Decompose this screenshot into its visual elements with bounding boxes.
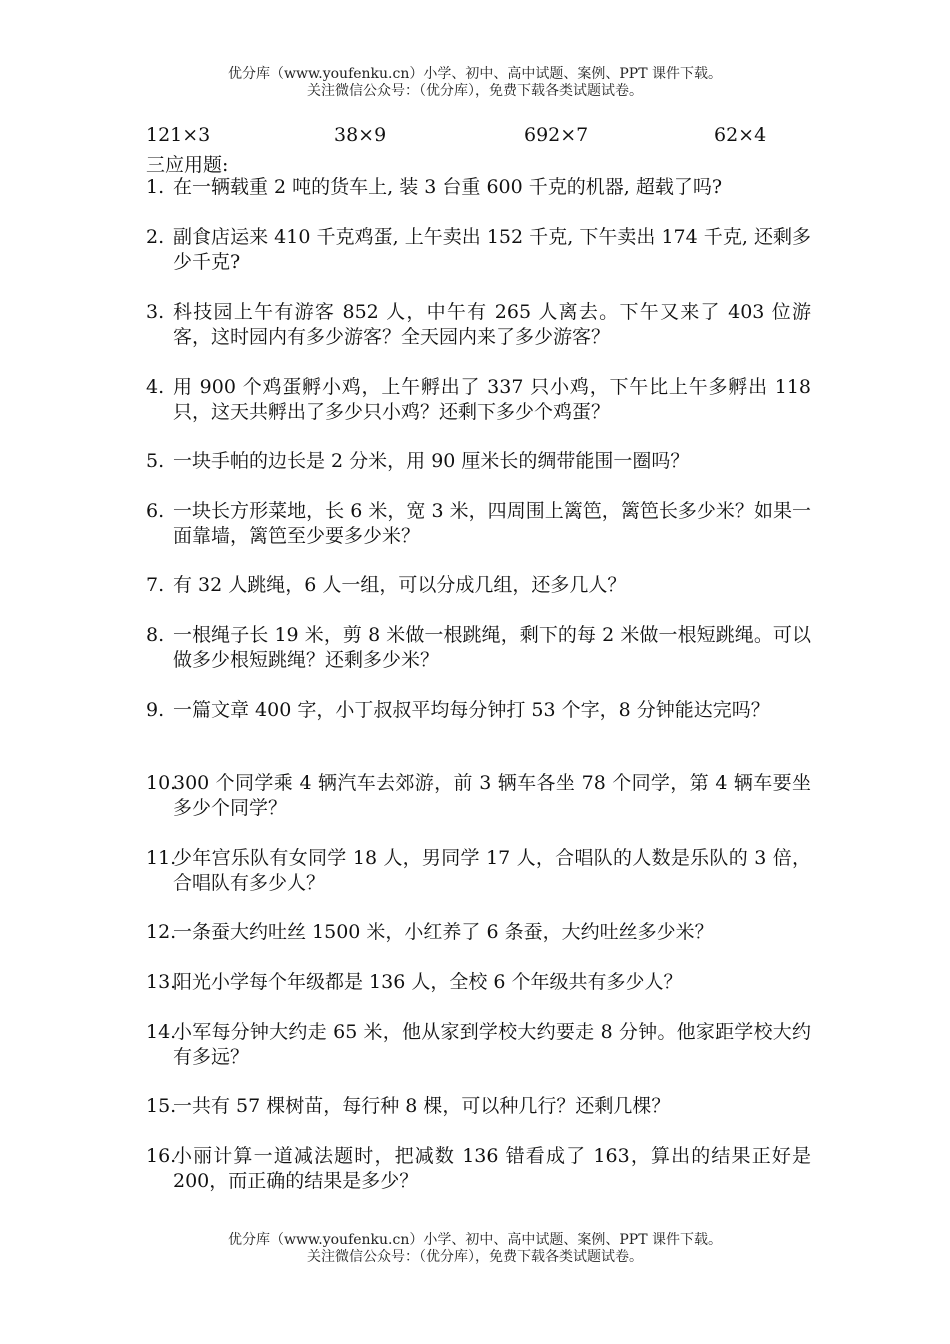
section-title: 三应用题: xyxy=(146,154,229,176)
problem-number: 14. xyxy=(146,1021,177,1043)
calculation-item: 121×3 xyxy=(146,124,211,146)
problem-text: 副食店运来 410 千克鸡蛋, 上午卖出 152 千克, 下午卖出 174 千克, 还剩多少千克? xyxy=(173,226,811,273)
problem-number: 11. xyxy=(146,847,177,869)
problem-number: 10. xyxy=(146,772,177,794)
problem-text: 一条蚕大约吐丝 1500 米，小红养了 6 条蚕，大约吐丝多少米？ xyxy=(173,921,714,943)
calculation-item: 62×4 xyxy=(714,124,767,146)
problem-item xyxy=(146,300,811,350)
problem-text: 有 32 人跳绳，6 人一组，可以分成几组，还多几人？ xyxy=(173,574,627,596)
problem-text: 一块手帕的边长是 2 分米，用 90 厘米长的绸带能围一圈吗？ xyxy=(173,450,690,472)
problem-number: 9. xyxy=(146,699,165,721)
problem-text: 用 900 个鸡蛋孵小鸡，上午孵出了 337 只小鸡，下午比上午多孵出 118 只，这天共孵出了多少只小鸡？还剩下多少个鸡蛋？ xyxy=(173,376,811,423)
problem-number: 16. xyxy=(146,1145,177,1167)
problem-number: 1. xyxy=(146,176,165,198)
page-header xyxy=(0,66,950,100)
problem-item xyxy=(146,499,811,549)
problem-item xyxy=(146,1094,811,1119)
problem-item xyxy=(146,970,811,995)
problem-item xyxy=(146,623,811,673)
header-line-2: 关注微信公众号：（优分库），免费下载各类试题试卷。 xyxy=(307,83,643,99)
problem-number: 12. xyxy=(146,921,177,943)
problem-text: 一块长方形菜地，长 6 米，宽 3 米，四周围上篱笆，篱笆长多少米？如果一面靠墙，篱笆至少要多少米？ xyxy=(173,500,811,547)
problem-text: 少年宫乐队有女同学 18 人，男同学 17 人，合唱队的人数是乐队的 3 倍，合唱队有多少人？ xyxy=(173,847,811,894)
problem-text: 一篇文章 400 字，小丁叔叔平均每分钟打 53 个字，8 分钟能达完吗？ xyxy=(173,699,770,721)
header-line-1: 优分库（www.youfenku.cn）小学、初中、高中试题、案例、PPT 课件下载。 xyxy=(227,66,722,82)
problem-number: 5. xyxy=(146,450,165,472)
problem-text: 小丽计算一道减法题时，把减数 136 错看成了 163，算出的结果正好是 200，而正确的结果是多少？ xyxy=(173,1145,811,1192)
problem-text: 科技园上午有游客 852 人，中午有 265 人离去。下午又来了 403 位游客，这时园内有多少游客？全天园内来了多少游客？ xyxy=(173,301,811,348)
page-footer xyxy=(0,1232,950,1266)
calculation-row xyxy=(146,124,826,150)
problem-text: 300 个同学乘 4 辆汽车去郊游，前 3 辆车各坐 78 个同学，第 4 辆车要坐多少个同学？ xyxy=(173,772,811,819)
problem-item xyxy=(146,920,811,945)
problem-item xyxy=(146,1144,811,1194)
problem-item xyxy=(146,225,811,275)
problem-number: 15. xyxy=(146,1095,177,1117)
problem-item xyxy=(146,698,811,723)
problem-item xyxy=(146,449,811,474)
problem-number: 2. xyxy=(146,226,165,248)
problem-text: 一根绳子长 19 米，剪 8 米做一根跳绳，剩下的每 2 米做一根短跳绳。可以做多少根短跳绳？还剩多少米？ xyxy=(173,624,811,671)
problem-item xyxy=(146,573,811,598)
problem-number: 6. xyxy=(146,500,165,522)
problem-number: 8. xyxy=(146,624,165,646)
problem-number: 3. xyxy=(146,301,165,323)
problem-item xyxy=(146,175,811,200)
calculation-item: 38×9 xyxy=(334,124,387,146)
problem-number: 13. xyxy=(146,971,177,993)
problem-item xyxy=(146,375,811,425)
problem-text: 阳光小学每个年级都是 136 人，全校 6 个年级共有多少人？ xyxy=(173,971,683,993)
problem-number: 7. xyxy=(146,574,165,596)
problem-text: 一共有 57 棵树苗，每行种 8 棵，可以种几行？还剩几棵？ xyxy=(173,1095,671,1117)
footer-line-2: 关注微信公众号：（优分库），免费下载各类试题试卷。 xyxy=(307,1249,643,1265)
problem-number: 4. xyxy=(146,376,165,398)
problem-item xyxy=(146,846,811,896)
problem-text: 小军每分钟大约走 65 米，他从家到学校大约要走 8 分钟。他家距学校大约有多远？ xyxy=(173,1021,811,1068)
calculation-item: 692×7 xyxy=(524,124,589,146)
problem-text: 在一辆载重 2 吨的货车上, 装 3 台重 600 千克的机器, 超载了吗? xyxy=(173,176,723,198)
footer-line-1: 优分库（www.youfenku.cn）小学、初中、高中试题、案例、PPT 课件下载。 xyxy=(227,1232,722,1248)
problem-item xyxy=(146,1020,811,1070)
problem-item xyxy=(146,771,811,821)
